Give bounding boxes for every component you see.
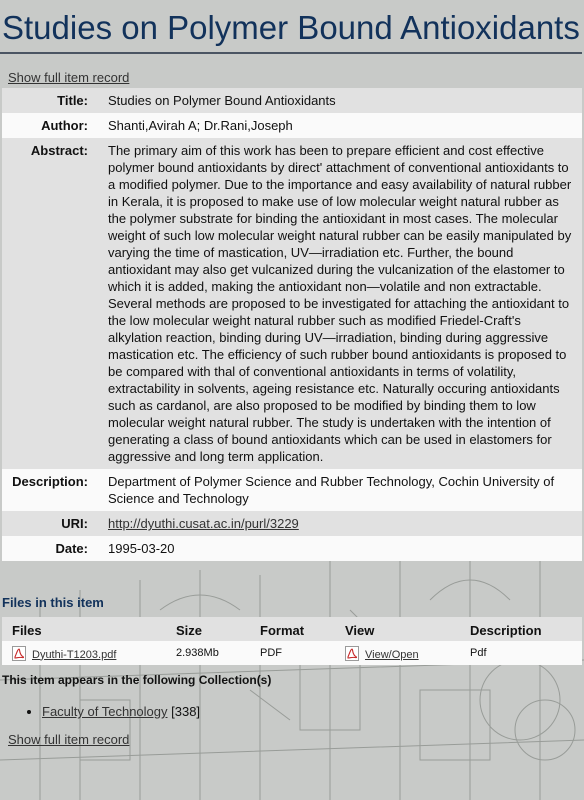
file-size: 2.938Mb xyxy=(166,641,250,665)
metadata-row-date xyxy=(2,536,582,561)
metadata-row-description xyxy=(2,469,582,511)
collection-link[interactable]: Faculty of Technology xyxy=(42,704,168,719)
files-table xyxy=(2,617,582,665)
page-title: Studies on Polymer Bound Antioxidants xyxy=(0,0,582,54)
field-label: Abstract: xyxy=(30,143,88,158)
collections-heading: This item appears in the following Collection(s) xyxy=(2,673,272,687)
field-value: Studies on Polymer Bound Antioxidants xyxy=(108,93,336,108)
metadata-row-author xyxy=(2,113,582,138)
metadata-row-title xyxy=(2,88,582,113)
file-row xyxy=(2,641,582,665)
field-label: Date: xyxy=(55,541,88,556)
field-label: Author: xyxy=(41,118,88,133)
column-header-view: View xyxy=(335,617,460,641)
pdf-file-icon xyxy=(12,646,26,661)
files-header-row xyxy=(2,617,582,641)
pdf-file-icon xyxy=(345,646,359,661)
column-header-files: Files xyxy=(2,617,166,641)
collection-count: [338] xyxy=(171,704,201,719)
column-header-format: Format xyxy=(250,617,335,641)
list-item xyxy=(42,703,584,721)
metadata-row-abstract xyxy=(2,138,582,469)
file-format: PDF xyxy=(250,641,335,665)
view-open-link[interactable]: View/Open xyxy=(365,648,419,661)
file-name-link[interactable]: Dyuthi-T1203.pdf xyxy=(32,648,117,661)
show-full-record-link[interactable]: Show full item record xyxy=(8,70,130,85)
metadata-row-uri xyxy=(2,511,582,536)
uri-link[interactable]: http://dyuthi.cusat.ac.in/purl/3229 xyxy=(108,516,299,531)
metadata-table xyxy=(2,88,582,561)
column-header-description: Description xyxy=(460,617,582,641)
field-value: The primary aim of this work has been to prepare efficient and cost effective polymer bound antioxidants by direct' attachment of conventional antioxidants to a modified polymer. Due to the importance and easy availability of natural rubber in Kerala, it is proposed to make use of low molecular weight natural rubber as the polymer substrate for binding the antioxidant in most cases. The molecular weight of such low molecular weight natural rubber can be easily manipulated by varying the time of mastication, UV—irradiation etc. Further, the bound antioxidant may also get vulcanized during the vulcanization of the elastomer to which it is added, making the antioxidant non—volatile and non extractable. Several methods are proposed to be investigated for attaching the antioxidant to the low molecular weight natural rubber such as modified Friedel-Craft's alkylation reaction, binding during UV—irradiation, binding during aggressive mastication etc. The efficiency of such rubber bound antioxidants is proposed to be compared with thal of conventional antioxidants in terms of volatility, extractability in solvents, ageing resistance etc. Naturally occuring antioxidants such as cardanol, are also proposed to be modified by binding them to low molecular weight natural rubber. The study is undertaken with the intention of generating a class of bound antioxidants which can be used in elastomers for aggressive and long term application. xyxy=(108,143,572,464)
collections-list xyxy=(42,703,584,721)
column-header-size: Size xyxy=(166,617,250,641)
field-value: Shanti,Avirah A; Dr.Rani,Joseph xyxy=(108,118,293,133)
field-label: URI: xyxy=(61,516,88,531)
field-label: Title: xyxy=(57,93,88,108)
show-full-record-link-bottom[interactable]: Show full item record xyxy=(8,732,130,747)
field-label: Description: xyxy=(12,474,88,489)
files-heading: Files in this item xyxy=(2,595,104,610)
file-description: Pdf xyxy=(460,641,582,665)
field-value: 1995-03-20 xyxy=(108,541,175,556)
field-value: Department of Polymer Science and Rubber Technology, Cochin University of Science and Technology xyxy=(108,474,555,506)
